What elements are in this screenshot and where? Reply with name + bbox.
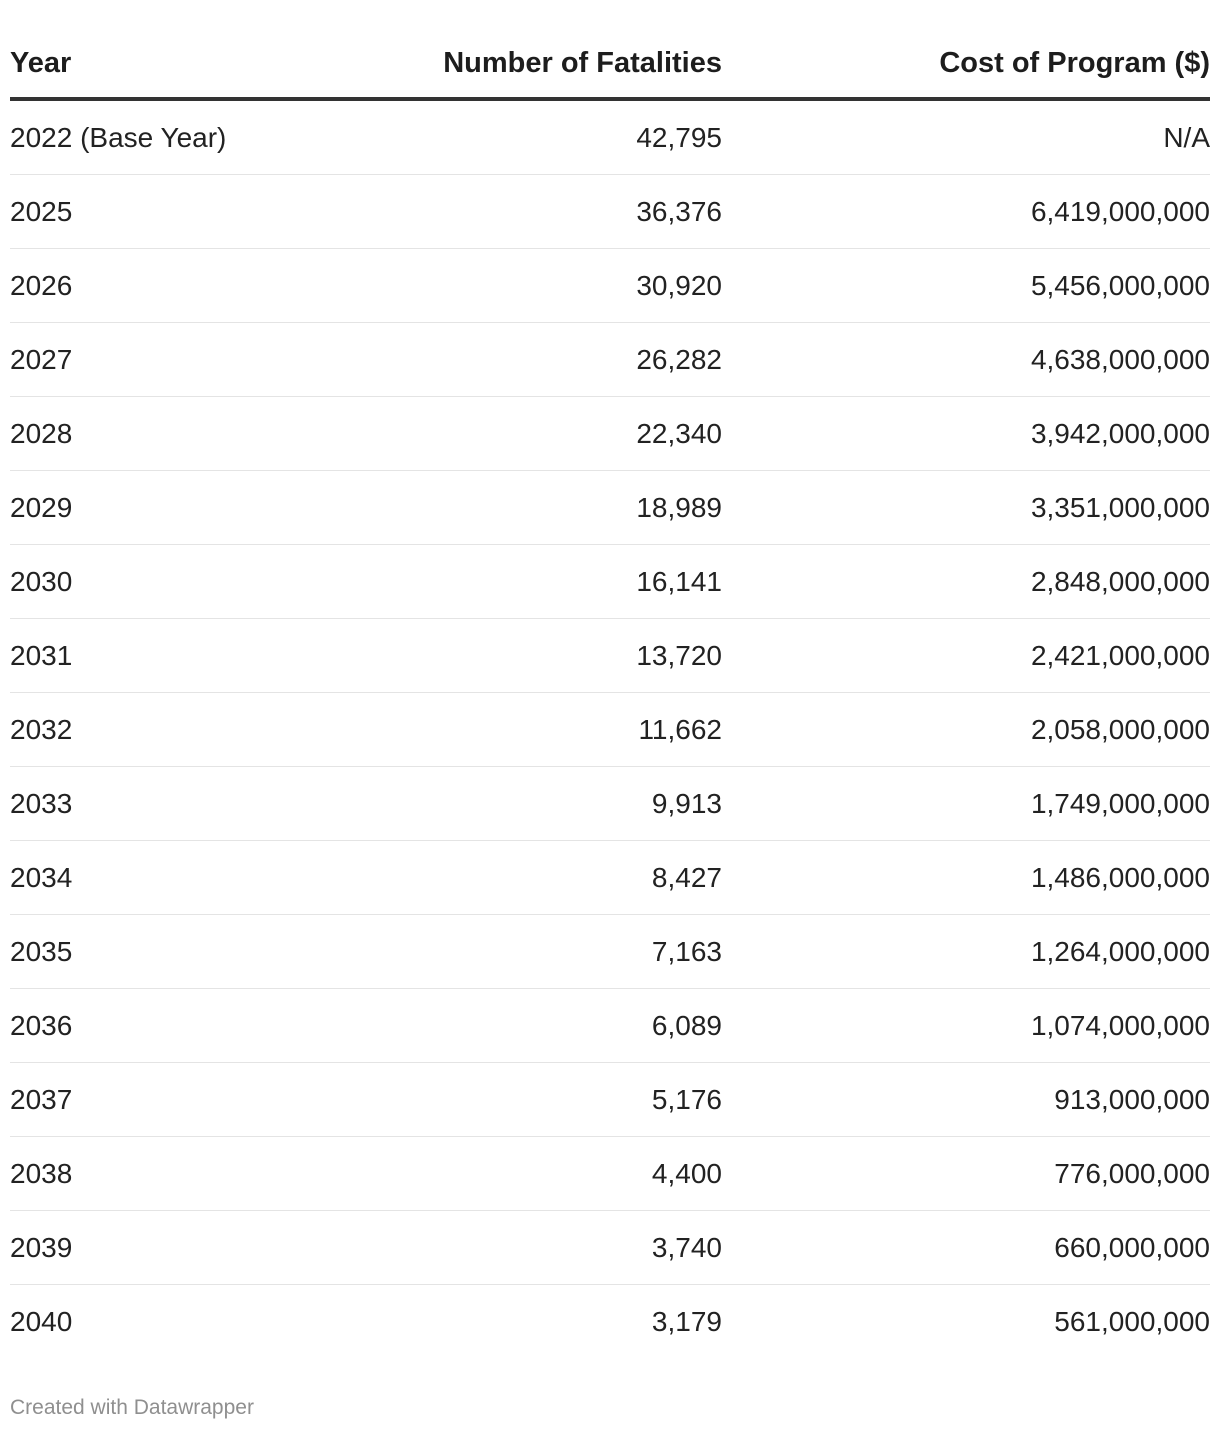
cell-fatalities: 5,176 <box>370 1063 722 1137</box>
column-header-year: Year <box>10 30 370 99</box>
table-row <box>10 915 1210 989</box>
table-row <box>10 249 1210 323</box>
cell-cost: 660,000,000 <box>722 1211 1210 1285</box>
cell-cost: 4,638,000,000 <box>722 323 1210 397</box>
cell-fatalities: 6,089 <box>370 989 722 1063</box>
cell-cost: 3,351,000,000 <box>722 471 1210 545</box>
cell-cost: N/A <box>722 99 1210 175</box>
cell-year: 2031 <box>10 619 370 693</box>
data-table <box>10 30 1210 1358</box>
cell-fatalities: 13,720 <box>370 619 722 693</box>
table-row <box>10 175 1210 249</box>
cell-fatalities: 11,662 <box>370 693 722 767</box>
table-row <box>10 841 1210 915</box>
cell-fatalities: 22,340 <box>370 397 722 471</box>
cell-fatalities: 9,913 <box>370 767 722 841</box>
cell-cost: 6,419,000,000 <box>722 175 1210 249</box>
cell-cost: 1,074,000,000 <box>722 989 1210 1063</box>
table-row <box>10 1285 1210 1359</box>
cell-fatalities: 8,427 <box>370 841 722 915</box>
table-row <box>10 693 1210 767</box>
cell-year: 2036 <box>10 989 370 1063</box>
table-row <box>10 99 1210 175</box>
cell-cost: 1,264,000,000 <box>722 915 1210 989</box>
data-table-container <box>10 30 1210 1358</box>
cell-year: 2022 (Base Year) <box>10 99 370 175</box>
cell-cost: 2,058,000,000 <box>722 693 1210 767</box>
column-header-cost: Cost of Program ($) <box>722 30 1210 99</box>
cell-cost: 1,486,000,000 <box>722 841 1210 915</box>
cell-fatalities: 36,376 <box>370 175 722 249</box>
cell-cost: 913,000,000 <box>722 1063 1210 1137</box>
cell-fatalities: 30,920 <box>370 249 722 323</box>
cell-cost: 776,000,000 <box>722 1137 1210 1211</box>
cell-year: 2029 <box>10 471 370 545</box>
table-row <box>10 1211 1210 1285</box>
cell-cost: 561,000,000 <box>1054 1305 1210 1337</box>
cell-year: 2032 <box>10 693 370 767</box>
cell-year: 2028 <box>10 397 370 471</box>
cell-fatalities: 3,179 <box>651 1305 722 1337</box>
cell-fatalities: 3,740 <box>370 1211 722 1285</box>
cell-year: 2035 <box>10 915 370 989</box>
table-row <box>10 1137 1210 1211</box>
table-row <box>10 767 1210 841</box>
cell-year: 2030 <box>10 545 370 619</box>
cell-year: 2037 <box>10 1063 370 1137</box>
cell-cost: 2,848,000,000 <box>722 545 1210 619</box>
table-header-row <box>10 30 1210 99</box>
cell-year: 2025 <box>10 175 370 249</box>
cell-fatalities: 18,989 <box>370 471 722 545</box>
cell-year: 2027 <box>10 323 370 397</box>
table-row <box>10 545 1210 619</box>
cell-fatalities: 26,282 <box>370 323 722 397</box>
table-row <box>10 1063 1210 1137</box>
cell-year: 2033 <box>10 767 370 841</box>
cell-fatalities: 42,795 <box>370 99 722 175</box>
cell-fatalities: 16,141 <box>370 545 722 619</box>
table-row <box>10 323 1210 397</box>
cell-fatalities: 4,400 <box>370 1137 722 1211</box>
table-row <box>10 989 1210 1063</box>
table-row <box>10 471 1210 545</box>
cell-year: 2040 <box>10 1305 73 1337</box>
cell-cost: 2,421,000,000 <box>722 619 1210 693</box>
cell-year: 2026 <box>10 249 370 323</box>
cell-cost: 3,942,000,000 <box>722 397 1210 471</box>
cell-cost: 5,456,000,000 <box>722 249 1210 323</box>
datawrapper-credit[interactable]: Created with Datawrapper <box>10 1396 254 1419</box>
cell-year: 2038 <box>10 1137 370 1211</box>
cell-fatalities: 7,163 <box>370 915 722 989</box>
cell-year: 2034 <box>10 841 370 915</box>
cell-cost: 1,749,000,000 <box>722 767 1210 841</box>
column-header-fatalities: Number of Fatalities <box>370 30 722 99</box>
table-row <box>10 619 1210 693</box>
cell-year: 2039 <box>10 1211 370 1285</box>
table-row <box>10 397 1210 471</box>
